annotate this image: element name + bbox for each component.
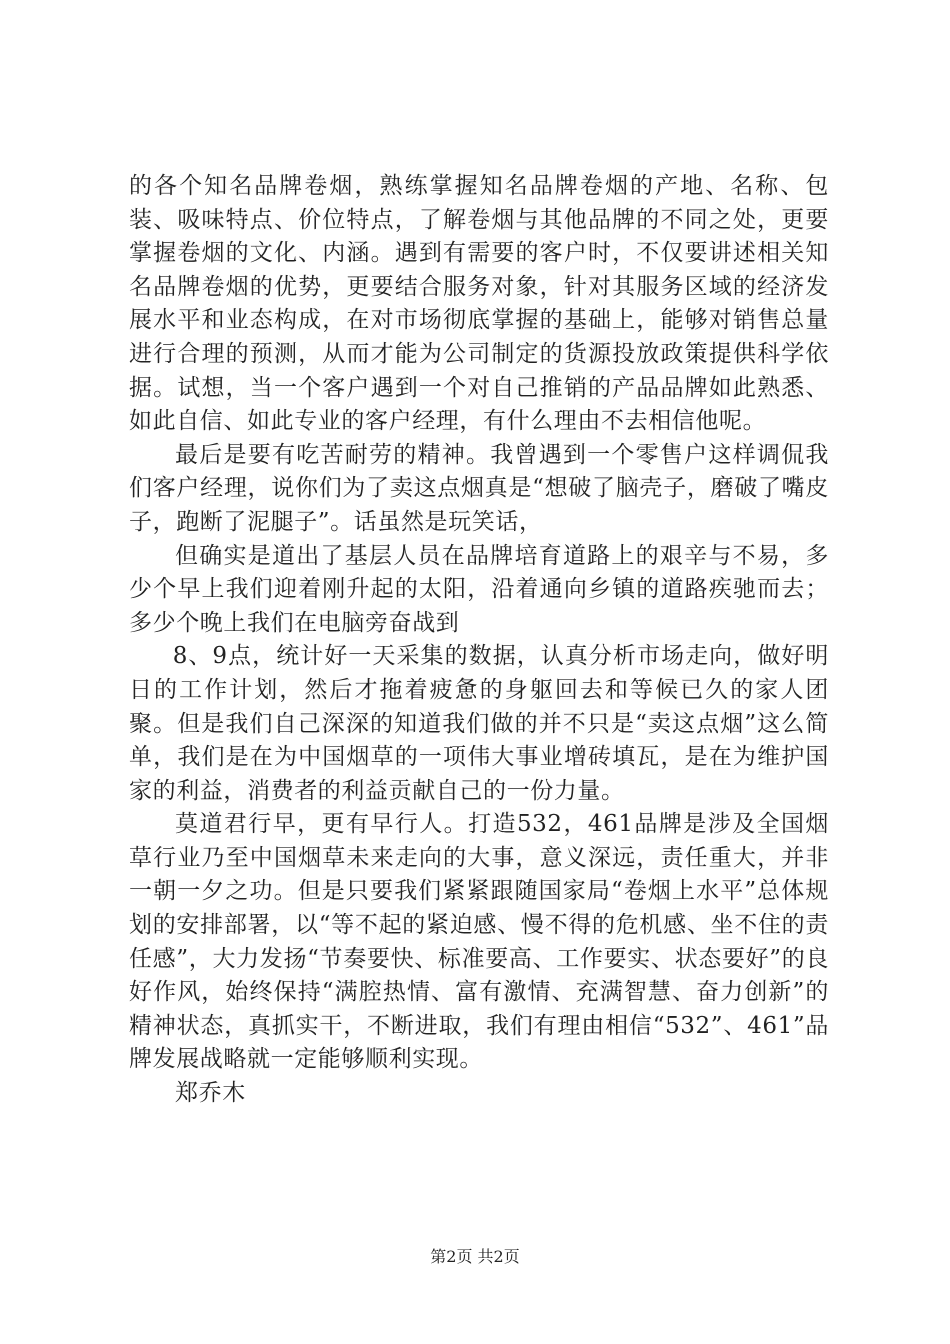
- paragraph-1: 的各个知名品牌卷烟，熟练掌握知名品牌卷烟的产地、名称、包装、吸味特点、价位特点，了解卷烟与其他品牌的不同之处，更要掌握卷烟的文化、内涵。遇到有需要的客户时，不仅要讲述相关知名品牌卷烟的优势，更要结合服务对象，针对其服务区域的经济发展水平和业态构成，在对市场彻底掌握的基础上，能够对销售总量进行合理的预测，从而才能为公司制定的货源投放政策提供科学依据。试想，当一个客户遇到一个对自己推销的产品品牌如此熟悉、如此自信、如此专业的客户经理，有什么理由不去相信他呢。: [129, 173, 829, 435]
- paragraph-5: 莫道君行早，更有早行人。打造532，461品牌是涉及全国烟草行业乃至中国烟草未来走向的大事，意义深远，责任重大，并非一朝一夕之功。但是只要我们紧紧跟随国家局“卷烟上水平”总体规划的安排部署，以“等不起的紧迫感、慢不得的危机感、坐不住的责任感”，大力发扬“节奏要快、标准要高、工作要实、状态要好”的良好作风，始终保持“满腔热情、富有激情、充满智慧、奋力创新”的精神状态，真抓实干，不断进取，我们有理由相信“532”、461”品牌发展战略就一定能够顺利实现。: [129, 811, 829, 1073]
- paragraph-2: 最后是要有吃苦耐劳的精神。我曾遇到一个零售户这样调侃我们客户经理，说你们为了卖这点烟真是“想破了脑壳子，磨破了嘴皮子，跑断了泥腿子”。话虽然是玩笑话，: [129, 441, 829, 535]
- page-footer: 第2页 共2页: [430, 1247, 520, 1266]
- document-body: [129, 170, 829, 1111]
- paragraph-4: 8、9点，统计好一天采集的数据，认真分析市场走向，做好明日的工作计划，然后才拖着疲惫的身躯回去和等候已久的家人团聚。但是我们自己深深的知道我们做的并不只是“卖这点烟”这么简单，我们是在为中国烟草的一项伟大事业增砖填瓦，是在为维护国家的利益，消费者的利益贡献自己的一份力量。: [129, 643, 829, 804]
- author-signature: 郑乔木: [175, 1080, 246, 1107]
- paragraph-3: 但确实是道出了基层人员在品牌培育道路上的艰辛与不易，多少个早上我们迎着刚升起的太阳，沿着通向乡镇的道路疾驰而去；多少个晚上我们在电脑旁奋战到: [129, 542, 829, 636]
